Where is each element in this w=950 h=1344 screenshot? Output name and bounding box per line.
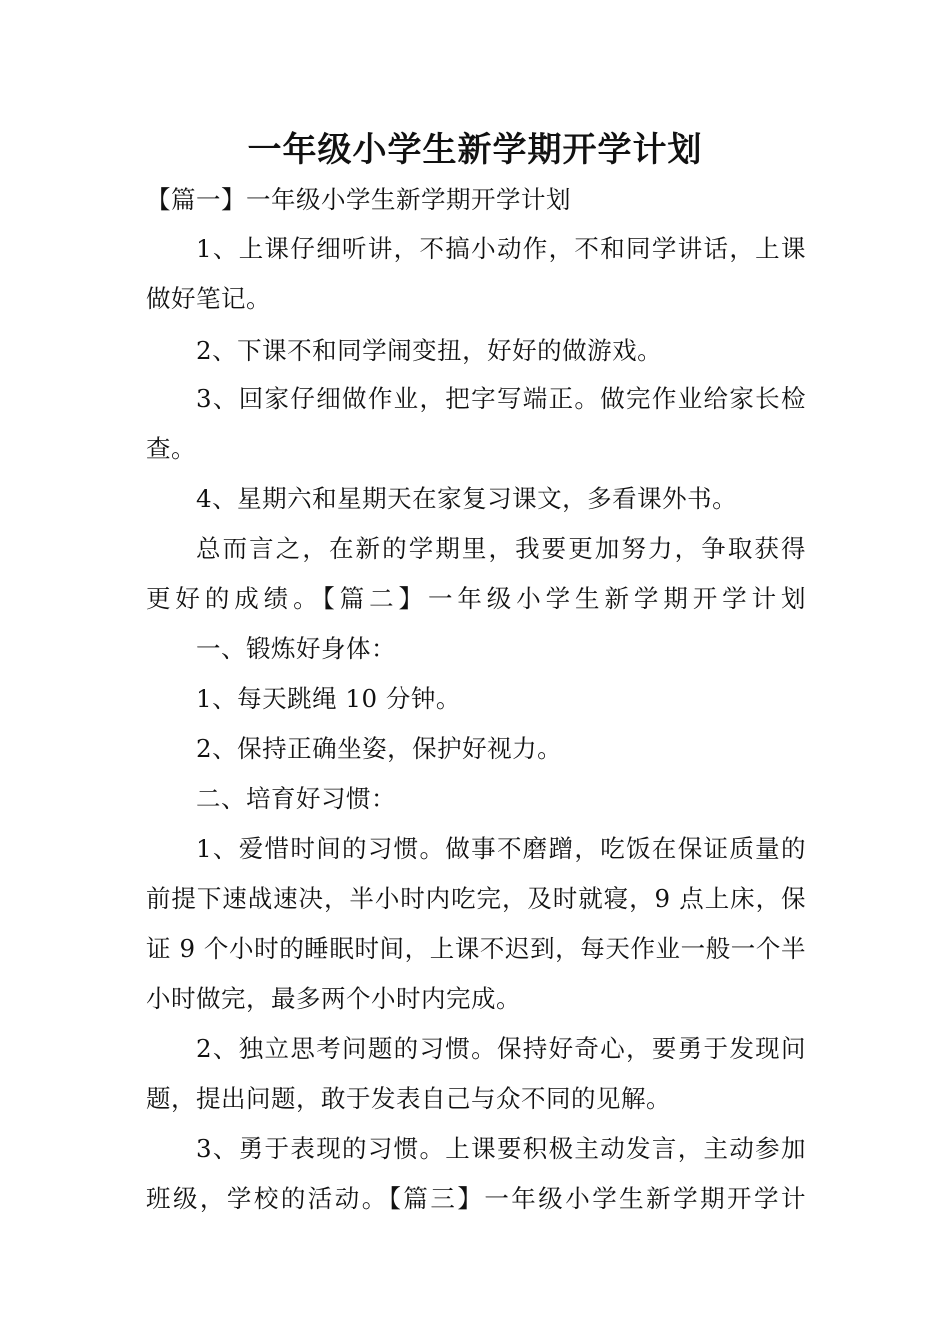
paragraph-line: 小时做完，最多两个小时内完成。: [146, 984, 521, 1013]
paragraph-line: 1、每天跳绳 10 分钟。: [196, 684, 461, 713]
paragraph-line: 1、爱惜时间的习惯。做事不磨蹭，吃饭在保证质量的: [196, 834, 806, 863]
paragraph-line: 2、保持正确坐姿，保护好视力。: [196, 734, 563, 763]
paragraph-line: 题，提出问题，敢于发表自己与众不同的见解。: [146, 1084, 671, 1113]
paragraph-line: 一、锻炼好身体：: [196, 634, 396, 663]
paragraph-line: 二、培育好习惯：: [196, 784, 396, 813]
paragraph-line: 班级，学校的活动。【篇三】一年级小学生新学期开学计: [146, 1184, 806, 1213]
document-title: 一年级小学生新学期开学计划: [247, 130, 703, 170]
paragraph-line: 3、回家仔细做作业，把字写端正。做完作业给家长检: [196, 384, 806, 413]
paragraph-line: 1、上课仔细听讲，不搞小动作，不和同学讲话，上课: [196, 234, 806, 263]
paragraph-line: 3、勇于表现的习惯。上课要积极主动发言，主动参加: [196, 1134, 806, 1163]
paragraph-line: 证 9 个小时的睡眠时间，上课不迟到，每天作业一般一个半: [146, 934, 806, 963]
paragraph-line: 2、下课不和同学闹变扭，好好的做游戏。: [196, 336, 663, 365]
paragraph-line: 总而言之，在新的学期里，我要更加努力，争取获得: [196, 534, 806, 563]
paragraph-line: 前提下速战速决，半小时内吃完，及时就寝，9 点上床，保: [146, 884, 806, 913]
paragraph-line: 更好的成绩。【篇二】一年级小学生新学期开学计划: [146, 584, 806, 613]
section-heading-1: 【篇一】一年级小学生新学期开学计划: [146, 185, 571, 214]
paragraph-line: 2、独立思考问题的习惯。保持好奇心，要勇于发现问: [196, 1034, 806, 1063]
paragraph-line: 做好笔记。: [146, 284, 271, 313]
paragraph-line: 4、星期六和星期天在家复习课文，多看课外书。: [196, 484, 738, 513]
paragraph-line: 查。: [146, 434, 196, 463]
